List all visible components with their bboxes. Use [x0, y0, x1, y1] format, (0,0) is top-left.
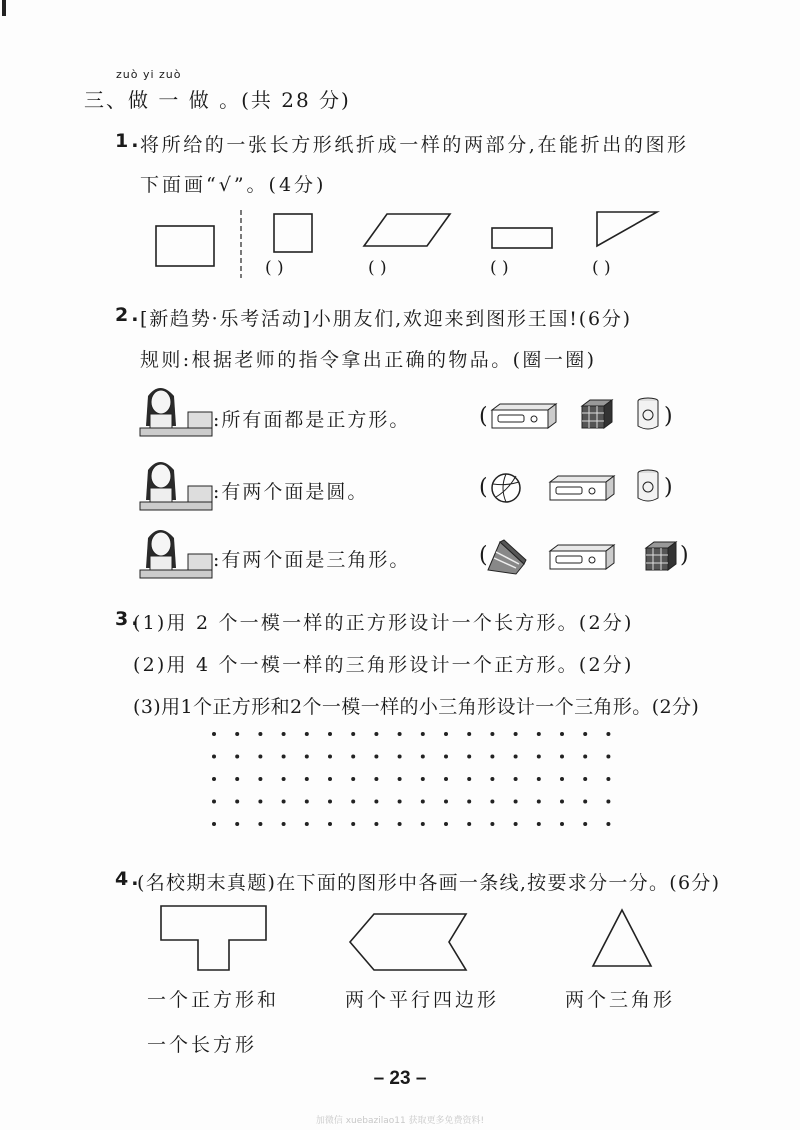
q1-answer-3[interactable]: ( )	[490, 258, 509, 278]
grid-dot	[374, 755, 378, 759]
grid-dot	[305, 777, 309, 781]
sandwich-wedge-icon[interactable]	[486, 540, 530, 576]
grid-dot	[258, 777, 262, 781]
grid-dot	[444, 732, 448, 736]
grid-dot	[514, 822, 518, 826]
q1-line2: 下面画“√”。(4分)	[140, 174, 327, 196]
grid-dot	[537, 732, 541, 736]
grid-dot	[421, 732, 425, 736]
grid-dot	[467, 777, 471, 781]
grid-dot	[421, 755, 425, 759]
grid-dot	[212, 822, 216, 826]
grid-dot	[606, 800, 610, 804]
open-paren: (	[479, 475, 488, 500]
grid-dot	[305, 755, 309, 759]
q3-number: 3.	[115, 608, 142, 630]
grid-dot	[212, 777, 216, 781]
grid-dot	[537, 777, 541, 781]
grid-dot	[258, 800, 262, 804]
q2-instruction-2: :有两个面是圆。	[213, 481, 369, 503]
teacher-icon	[136, 456, 216, 516]
q2-instruction-1: :所有面都是正方形。	[213, 409, 411, 431]
grid-dot	[444, 822, 448, 826]
grid-dot	[537, 800, 541, 804]
grid-dot	[583, 755, 587, 759]
q1-number: 1.	[115, 130, 142, 152]
grid-dot	[560, 822, 564, 826]
grid-dot	[351, 732, 355, 736]
grid-dot	[374, 732, 378, 736]
t-shape	[161, 906, 266, 970]
grid-dot	[235, 800, 239, 804]
q3-item-2: (2)用 4 个一模一样的三角形设计一个正方形。(2分)	[133, 654, 634, 676]
grid-dot	[282, 777, 286, 781]
grid-dot	[351, 822, 355, 826]
grid-dot	[235, 755, 239, 759]
grid-dot	[537, 822, 541, 826]
rectangle-shape	[492, 228, 552, 248]
close-paren: )	[680, 543, 689, 568]
grid-dot	[258, 755, 262, 759]
grid-dot	[606, 755, 610, 759]
open-paren: (	[479, 543, 488, 568]
grid-dot	[467, 755, 471, 759]
rubiks-cube-icon[interactable]	[644, 540, 678, 574]
grid-dot	[305, 800, 309, 804]
page-number: – 23 –	[373, 1068, 427, 1089]
grid-dot	[537, 755, 541, 759]
grid-dot	[351, 800, 355, 804]
grid-dot	[398, 800, 402, 804]
q4-shapes[interactable]	[0, 900, 800, 990]
grid-dot	[421, 800, 425, 804]
grid-dot	[490, 800, 494, 804]
grid-dot	[328, 777, 332, 781]
grid-dot	[560, 732, 564, 736]
q1-answer-1[interactable]: ( )	[265, 258, 284, 278]
grid-dot	[351, 777, 355, 781]
q4-caption-1-cont: 一个长方形	[147, 1034, 258, 1056]
grid-dot	[560, 777, 564, 781]
dot-grid[interactable]	[210, 726, 630, 846]
q3-item-3: (3)用1个正方形和2个一模一样的小三角形设计一个三角形。(2分)	[133, 696, 700, 718]
section-title: 三、做 一 做 。(共 28 分)	[84, 88, 351, 112]
q4-caption-1: 一个正方形和	[147, 989, 280, 1011]
grid-dot	[328, 755, 332, 759]
grid-dot	[212, 732, 216, 736]
grid-dot	[490, 822, 494, 826]
triangle-shape	[597, 212, 657, 246]
grid-dot	[444, 777, 448, 781]
grid-dot	[374, 800, 378, 804]
grid-dot	[514, 755, 518, 759]
grid-dot	[305, 732, 309, 736]
equilateral-triangle-shape	[593, 910, 651, 966]
grid-dot	[282, 800, 286, 804]
grid-dot	[421, 777, 425, 781]
grid-dot	[328, 800, 332, 804]
section-pinyin: zuò yi zuò	[116, 68, 182, 81]
volleyball-icon[interactable]	[490, 472, 524, 506]
q3-item-1: (1)用 2 个一模一样的正方形设计一个长方形。(2分)	[133, 612, 634, 634]
grid-dot	[606, 732, 610, 736]
grid-dot	[235, 777, 239, 781]
grid-dot	[398, 822, 402, 826]
q4-number: 4.	[115, 868, 142, 890]
q1-answer-4[interactable]: ( )	[592, 258, 611, 278]
grid-dot	[398, 732, 402, 736]
grid-dot	[467, 822, 471, 826]
q2-title: [新趋势·乐考活动]小朋友们,欢迎来到图形王国!(6分)	[140, 308, 632, 330]
teacher-icon	[136, 524, 216, 584]
grid-dot	[351, 755, 355, 759]
grid-dot	[282, 755, 286, 759]
q2-rule: 规则:根据老师的指令拿出正确的物品。(圈一圈)	[140, 349, 597, 371]
grid-dot	[490, 755, 494, 759]
paper-rectangle	[156, 226, 214, 266]
footer-watermark: 加微信 xuebazilao11 获取更多免费资料!	[315, 1116, 485, 1126]
parallelogram-shape	[364, 214, 450, 246]
q4-caption-2: 两个平行四边形	[345, 989, 500, 1011]
grid-dot	[560, 755, 564, 759]
q4-title: (名校期末真题)在下面的图形中各画一条线,按要求分一分。(6分)	[137, 872, 721, 894]
q2-number: 2.	[115, 304, 142, 326]
grid-dot	[328, 732, 332, 736]
q2-instruction-3: :有两个面是三角形。	[213, 549, 411, 571]
grid-dot	[490, 777, 494, 781]
open-paren: (	[479, 404, 488, 429]
close-paren: )	[664, 475, 673, 500]
toothpaste-box-icon[interactable]	[548, 543, 618, 573]
grid-dot	[235, 822, 239, 826]
grid-dot	[235, 732, 239, 736]
soda-can-icon[interactable]	[636, 468, 662, 504]
grid-dot	[374, 822, 378, 826]
close-paren: )	[664, 404, 673, 429]
teacher-icon	[136, 382, 216, 442]
grid-dot	[282, 822, 286, 826]
grid-dot	[606, 822, 610, 826]
binding-mark	[2, 0, 6, 16]
grid-dot	[444, 755, 448, 759]
toothpaste-box-icon[interactable]	[490, 402, 560, 432]
grid-dot	[305, 822, 309, 826]
grid-dot	[514, 800, 518, 804]
q1-line1: 将所给的一张长方形纸折成一样的两部分,在能折出的图形	[140, 134, 689, 156]
q1-shapes	[0, 200, 800, 300]
grid-dot	[514, 732, 518, 736]
q4-caption-3: 两个三角形	[565, 989, 676, 1011]
grid-dot	[398, 755, 402, 759]
arrow-pentagon-shape	[350, 914, 466, 970]
grid-dot	[212, 755, 216, 759]
toothpaste-box-icon[interactable]	[548, 474, 618, 504]
grid-dot	[467, 800, 471, 804]
grid-dot	[444, 800, 448, 804]
grid-dot	[398, 777, 402, 781]
grid-dot	[421, 822, 425, 826]
grid-dot	[282, 732, 286, 736]
grid-dot	[328, 822, 332, 826]
grid-dot	[583, 800, 587, 804]
grid-dot	[560, 800, 564, 804]
grid-dot	[490, 732, 494, 736]
grid-dot	[374, 777, 378, 781]
grid-dot	[583, 732, 587, 736]
square-shape	[274, 214, 312, 252]
grid-dot	[583, 777, 587, 781]
grid-dot	[212, 800, 216, 804]
grid-dot	[258, 822, 262, 826]
grid-dot	[583, 822, 587, 826]
grid-dot	[258, 732, 262, 736]
soda-can-icon[interactable]	[636, 396, 662, 432]
grid-dot	[514, 777, 518, 781]
grid-dot	[467, 732, 471, 736]
q1-answer-2[interactable]: ( )	[368, 258, 387, 278]
grid-dot	[606, 777, 610, 781]
rubiks-cube-icon[interactable]	[580, 398, 614, 432]
